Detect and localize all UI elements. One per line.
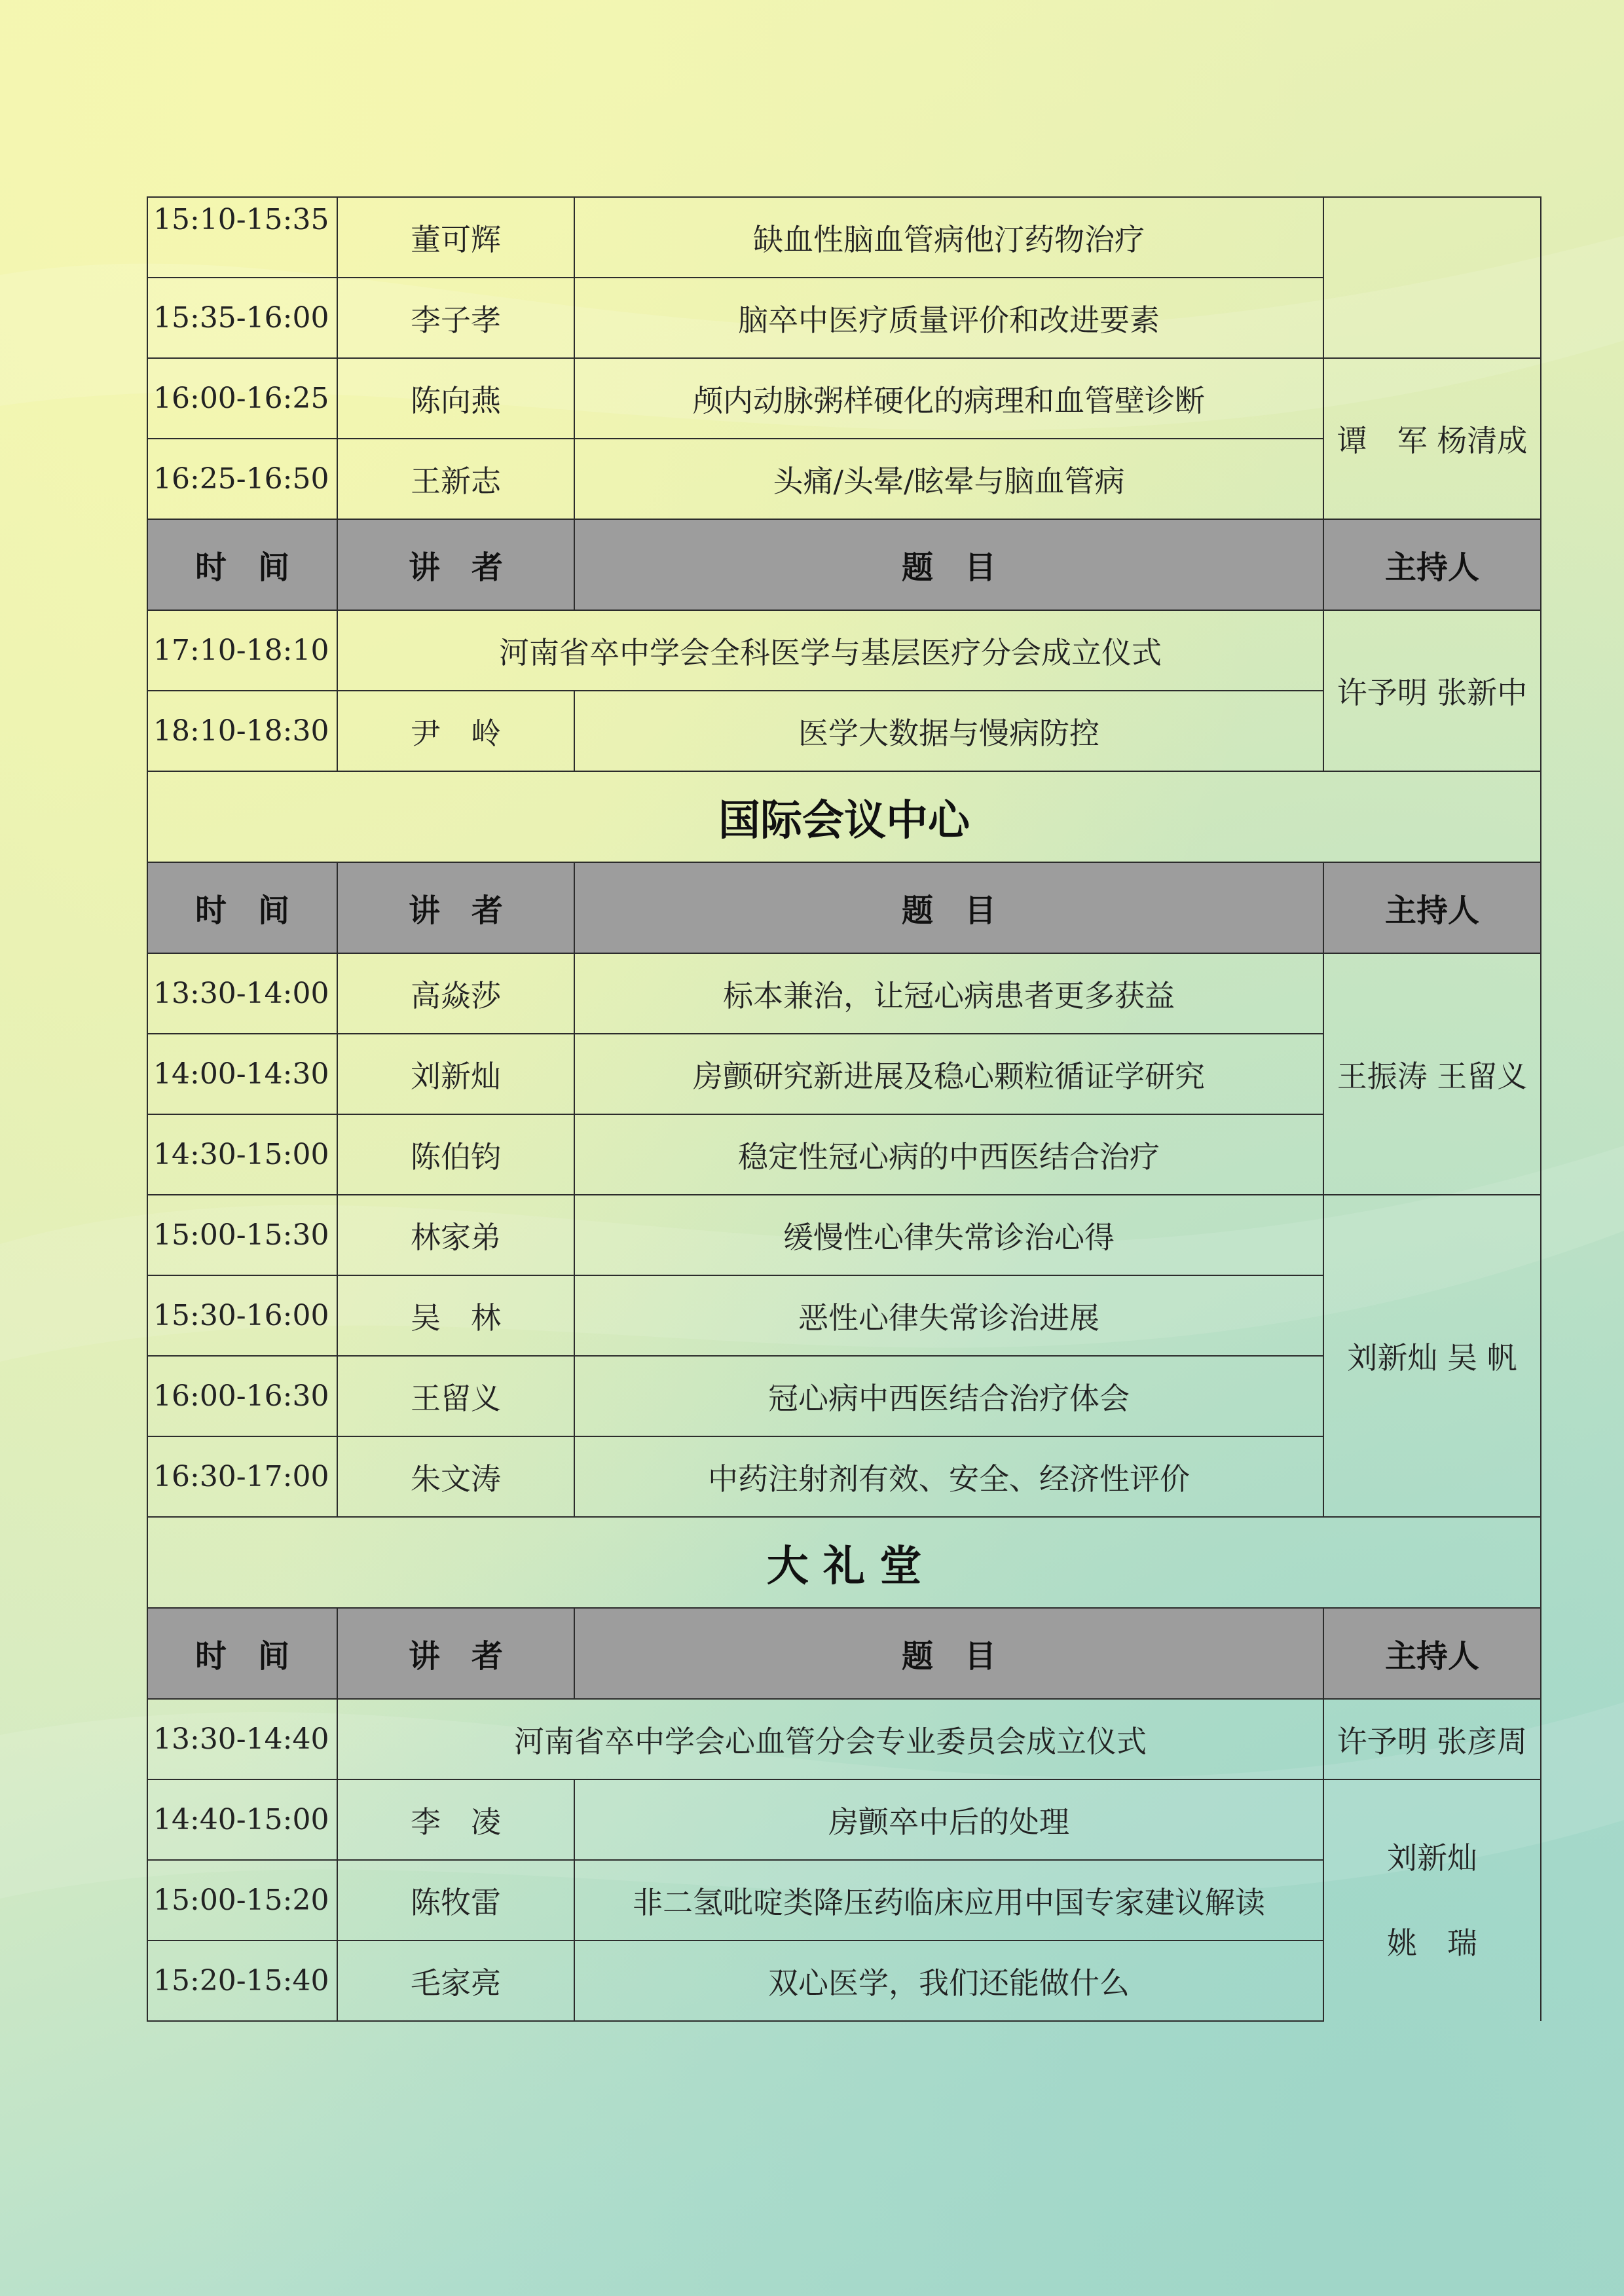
time-cell: 15:30-16:00 xyxy=(147,1275,337,1356)
time-cell: 14:30-15:00 xyxy=(147,1114,337,1195)
time-cell: 16:25-16:50 xyxy=(147,439,337,519)
time-cell: 15:10-15:35 xyxy=(147,197,337,278)
venue-title: 国际会议中心 xyxy=(147,771,1541,862)
moderator-cell: 许予明 张彦周 xyxy=(1323,1699,1541,1779)
time-cell: 16:00-16:25 xyxy=(147,358,337,439)
time-cell: 13:30-14:00 xyxy=(147,953,337,1034)
speaker-cell: 董可辉 xyxy=(337,197,574,278)
header-time: 时 间 xyxy=(147,519,337,610)
header-speaker: 讲 者 xyxy=(337,519,574,610)
speaker-cell: 尹 岭 xyxy=(337,691,574,771)
table-row xyxy=(147,197,1541,278)
header-time: 时 间 xyxy=(147,862,337,953)
topic-cell: 医学大数据与慢病防控 xyxy=(574,691,1323,771)
table-row xyxy=(147,1195,1541,1275)
speaker-cell: 刘新灿 xyxy=(337,1034,574,1114)
speaker-cell: 毛家亮 xyxy=(337,1941,574,2021)
table-row xyxy=(147,1779,1541,1860)
table-row xyxy=(147,610,1541,691)
venue-title: 大 礼 堂 xyxy=(147,1517,1541,1608)
time-cell: 15:00-15:20 xyxy=(147,1860,337,1941)
topic-cell: 脑卒中医疗质量评价和改进要素 xyxy=(574,278,1323,358)
moderator-cell xyxy=(1323,1779,1541,2021)
header-topic: 题 目 xyxy=(574,519,1323,610)
header-topic: 题 目 xyxy=(574,862,1323,953)
header-speaker: 讲 者 xyxy=(337,862,574,953)
time-cell: 18:10-18:30 xyxy=(147,691,337,771)
topic-cell: 颅内动脉粥样硬化的病理和血管壁诊断 xyxy=(574,358,1323,439)
header-moderator: 主持人 xyxy=(1323,862,1541,953)
moderator-cell: 谭 军 杨清成 xyxy=(1323,358,1541,519)
moderator-cell: 刘新灿 吴 帆 xyxy=(1323,1195,1541,1517)
moderator-cell: 王振涛 王留义 xyxy=(1323,953,1541,1195)
topic-cell: 冠心病中西医结合治疗体会 xyxy=(574,1356,1323,1436)
header-row xyxy=(147,862,1541,953)
header-row xyxy=(147,1608,1541,1699)
ceremony-cell: 河南省卒中学会心血管分会专业委员会成立仪式 xyxy=(337,1699,1323,1779)
speaker-cell: 林家弟 xyxy=(337,1195,574,1275)
topic-cell: 标本兼治，让冠心病患者更多获益 xyxy=(574,953,1323,1034)
speaker-cell: 陈牧雷 xyxy=(337,1860,574,1941)
moderator-cell: 许予明 张新中 xyxy=(1323,610,1541,771)
speaker-cell: 王留义 xyxy=(337,1356,574,1436)
topic-cell: 房颤卒中后的处理 xyxy=(574,1779,1323,1860)
time-cell: 16:30-17:00 xyxy=(147,1436,337,1517)
moderator-line: 姚 瑞 xyxy=(1387,1925,1477,1961)
topic-cell: 缺血性脑血管病他汀药物治疗 xyxy=(574,197,1323,278)
ceremony-cell: 河南省卒中学会全科医学与基层医疗分会成立仪式 xyxy=(337,610,1323,691)
topic-cell: 恶性心律失常诊治进展 xyxy=(574,1275,1323,1356)
header-topic: 题 目 xyxy=(574,1608,1323,1699)
speaker-cell: 吴 林 xyxy=(337,1275,574,1356)
topic-cell: 头痛/头晕/眩晕与脑血管病 xyxy=(574,439,1323,519)
header-row xyxy=(147,519,1541,610)
speaker-cell: 陈向燕 xyxy=(337,358,574,439)
header-moderator: 主持人 xyxy=(1323,519,1541,610)
time-cell: 13:30-14:40 xyxy=(147,1699,337,1779)
schedule-table xyxy=(147,196,1541,2022)
time-cell: 14:40-15:00 xyxy=(147,1779,337,1860)
moderator-cell-empty xyxy=(1323,197,1541,358)
speaker-cell: 王新志 xyxy=(337,439,574,519)
topic-cell: 非二氢吡啶类降压药临床应用中国专家建议解读 xyxy=(574,1860,1323,1941)
topic-cell: 双心医学，我们还能做什么 xyxy=(574,1941,1323,2021)
speaker-cell: 陈伯钧 xyxy=(337,1114,574,1195)
table-row xyxy=(147,358,1541,439)
venue-row xyxy=(147,1517,1541,1608)
table-row xyxy=(147,1699,1541,1779)
topic-cell: 缓慢性心律失常诊治心得 xyxy=(574,1195,1323,1275)
time-cell: 15:00-15:30 xyxy=(147,1195,337,1275)
topic-cell: 稳定性冠心病的中西医结合治疗 xyxy=(574,1114,1323,1195)
speaker-cell: 朱文涛 xyxy=(337,1436,574,1517)
table-row xyxy=(147,953,1541,1034)
time-cell: 16:00-16:30 xyxy=(147,1356,337,1436)
speaker-cell: 高焱莎 xyxy=(337,953,574,1034)
topic-cell: 中药注射剂有效、安全、经济性评价 xyxy=(574,1436,1323,1517)
header-speaker: 讲 者 xyxy=(337,1608,574,1699)
header-time: 时 间 xyxy=(147,1608,337,1699)
header-moderator: 主持人 xyxy=(1323,1608,1541,1699)
time-cell: 17:10-18:10 xyxy=(147,610,337,691)
speaker-cell: 李 凌 xyxy=(337,1779,574,1860)
time-cell: 15:20-15:40 xyxy=(147,1941,337,2021)
venue-row xyxy=(147,771,1541,862)
time-cell: 14:00-14:30 xyxy=(147,1034,337,1114)
topic-cell: 房颤研究新进展及稳心颗粒循证学研究 xyxy=(574,1034,1323,1114)
speaker-cell: 李子孝 xyxy=(337,278,574,358)
moderator-line: 刘新灿 xyxy=(1387,1840,1477,1876)
time-cell: 15:35-16:00 xyxy=(147,278,337,358)
